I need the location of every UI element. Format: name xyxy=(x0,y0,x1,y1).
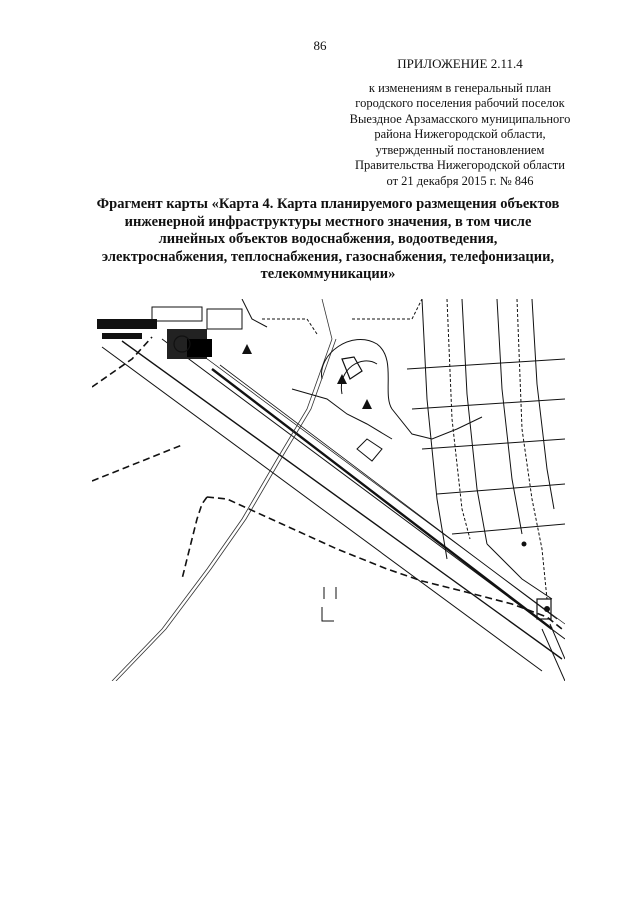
map-drawing xyxy=(92,299,565,681)
road-line xyxy=(112,299,336,681)
settlement-boundary xyxy=(92,337,562,629)
appendix-line: городского поселения рабочий поселок xyxy=(355,96,565,110)
utility-lines xyxy=(262,299,547,599)
title-line: инженерной инфраструктуры местного значения, в том числе xyxy=(124,213,532,230)
industrial-area xyxy=(97,299,267,359)
appendix-line: к изменениям в генеральный план xyxy=(368,80,552,95)
document-title xyxy=(78,196,578,284)
appendix-line: района Нижегородской области, xyxy=(374,127,546,141)
title-line: Фрагмент карты «Карта 4. Карта планируемого размещения объектов xyxy=(96,196,560,212)
appendix-title: ПРИЛОЖЕНИЕ 2.11.4 xyxy=(397,56,523,71)
page-number: 86 xyxy=(313,38,327,53)
map-markers xyxy=(242,344,565,681)
map-fragment xyxy=(92,299,565,681)
appendix-line: Правительства Нижегородской области xyxy=(355,158,565,172)
appendix-block xyxy=(330,56,590,189)
appendix-line: от 21 декабря 2015 г. № 846 xyxy=(386,173,534,188)
appendix-line: Выездное Арзамасского муниципального xyxy=(349,111,571,126)
title-line: линейных объектов водоснабжения, водоотведения, xyxy=(158,231,498,247)
residential-grid xyxy=(407,299,565,599)
title-line: телекоммуникации» xyxy=(260,266,396,282)
appendix-line: утвержденный постановлением xyxy=(375,142,545,157)
title-line: электроснабжения, теплоснабжения, газоснабжения, телефонизации, xyxy=(101,248,555,265)
survey-ticks xyxy=(322,587,336,621)
